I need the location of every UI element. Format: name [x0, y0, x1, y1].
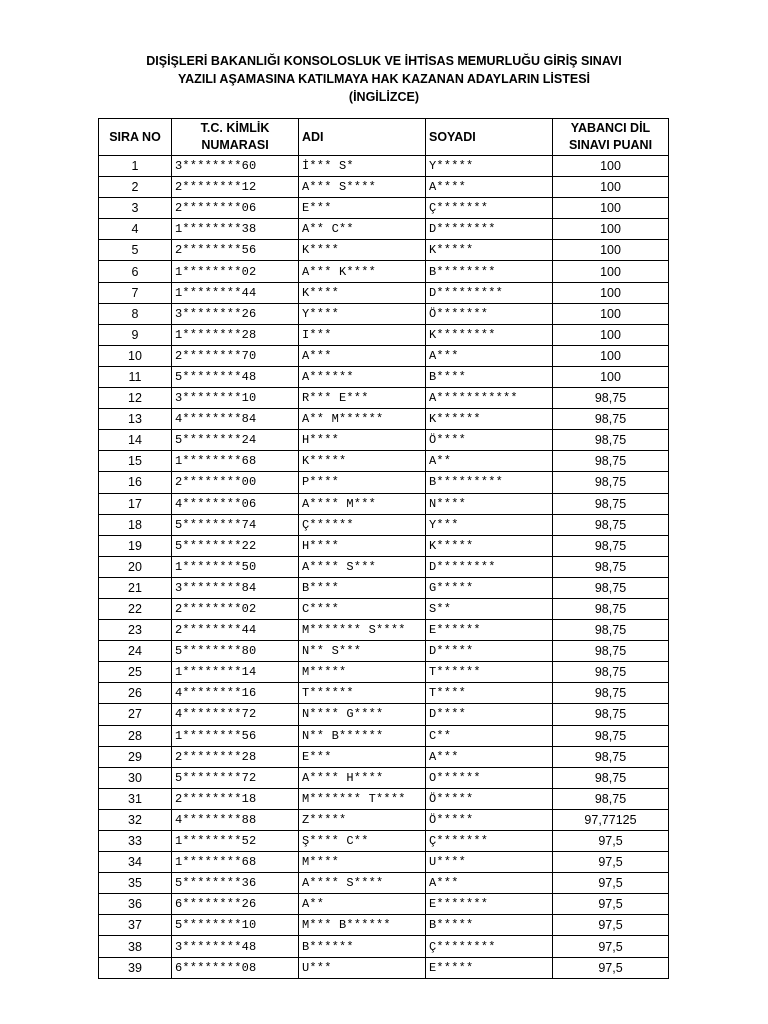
- cell-tc-kimlik: 1********28: [172, 324, 299, 345]
- title-line-2: YAZILI AŞAMASINA KATILMAYA HAK KAZANAN ADAYLARIN LİSTESİ: [177, 72, 591, 86]
- cell-soyadi: Ç*******: [426, 831, 553, 852]
- cell-sira-no: 13: [99, 409, 172, 430]
- cell-tc-kimlik: 5********48: [172, 366, 299, 387]
- title-line-1: DIŞİŞLERİ BAKANLIĞI KONSOLOSLUK VE İHTİSAS MEMURLUĞU GİRİŞ SINAVI: [146, 54, 622, 68]
- table-row: [99, 240, 669, 261]
- cell-soyadi: O******: [426, 767, 553, 788]
- cell-tc-kimlik: 5********10: [172, 915, 299, 936]
- table-row: [99, 535, 669, 556]
- cell-adi: A******: [299, 366, 426, 387]
- cell-adi: A**** S***: [299, 556, 426, 577]
- cell-soyadi: D********: [426, 556, 553, 577]
- cell-adi: H****: [299, 430, 426, 451]
- cell-sira-no: 25: [99, 662, 172, 683]
- table-row: [99, 767, 669, 788]
- cell-tc-kimlik: 5********36: [172, 873, 299, 894]
- cell-soyadi: Ö****: [426, 430, 553, 451]
- cell-sira-no: 10: [99, 345, 172, 366]
- cell-sira-no: 8: [99, 303, 172, 324]
- table-row: [99, 198, 669, 219]
- table-row: [99, 409, 669, 430]
- cell-adi: Ç******: [299, 514, 426, 535]
- cell-tc-kimlik: 5********72: [172, 767, 299, 788]
- table-row: [99, 831, 669, 852]
- cell-sira-no: 1: [99, 156, 172, 177]
- cell-sira-no: 26: [99, 683, 172, 704]
- cell-soyadi: D********: [426, 219, 553, 240]
- cell-adi: A**: [299, 894, 426, 915]
- cell-tc-kimlik: 1********14: [172, 662, 299, 683]
- cell-adi: R*** E***: [299, 388, 426, 409]
- cell-sira-no: 16: [99, 472, 172, 493]
- cell-soyadi: B****: [426, 366, 553, 387]
- cell-soyadi: C**: [426, 725, 553, 746]
- cell-adi: M****: [299, 852, 426, 873]
- table-row: [99, 324, 669, 345]
- cell-tc-kimlik: 4********06: [172, 493, 299, 514]
- cell-adi: Ş**** C**: [299, 831, 426, 852]
- cell-puan: 98,75: [553, 409, 669, 430]
- cell-sira-no: 3: [99, 198, 172, 219]
- cell-soyadi: D*********: [426, 282, 553, 303]
- cell-adi: I***: [299, 324, 426, 345]
- table-row: [99, 472, 669, 493]
- cell-adi: P****: [299, 472, 426, 493]
- cell-tc-kimlik: 3********48: [172, 936, 299, 957]
- header-puan-line-1: YABANCI DİL: [570, 121, 651, 135]
- cell-tc-kimlik: 5********80: [172, 641, 299, 662]
- cell-puan: 97,5: [553, 915, 669, 936]
- cell-sira-no: 21: [99, 577, 172, 598]
- cell-adi: A***: [299, 345, 426, 366]
- cell-soyadi: U****: [426, 852, 553, 873]
- cell-puan: 98,75: [553, 388, 669, 409]
- cell-adi: K****: [299, 282, 426, 303]
- cell-tc-kimlik: 6********26: [172, 894, 299, 915]
- cell-puan: 98,75: [553, 641, 669, 662]
- cell-adi: K*****: [299, 451, 426, 472]
- table-row: [99, 915, 669, 936]
- cell-soyadi: D*****: [426, 641, 553, 662]
- cell-puan: 98,75: [553, 746, 669, 767]
- table-row: [99, 746, 669, 767]
- cell-soyadi: K********: [426, 324, 553, 345]
- table-row: [99, 514, 669, 535]
- cell-sira-no: 32: [99, 809, 172, 830]
- cell-puan: 97,5: [553, 873, 669, 894]
- cell-puan: 98,75: [553, 620, 669, 641]
- cell-sira-no: 4: [99, 219, 172, 240]
- table-row: [99, 451, 669, 472]
- cell-sira-no: 23: [99, 620, 172, 641]
- cell-tc-kimlik: 5********22: [172, 535, 299, 556]
- cell-puan: 98,75: [553, 577, 669, 598]
- cell-adi: M*** B******: [299, 915, 426, 936]
- cell-sira-no: 36: [99, 894, 172, 915]
- cell-soyadi: Ö*******: [426, 303, 553, 324]
- table-row: [99, 493, 669, 514]
- table-row: [99, 598, 669, 619]
- cell-sira-no: 29: [99, 746, 172, 767]
- cell-tc-kimlik: 2********70: [172, 345, 299, 366]
- header-tc-line-1: T.C. KİMLİK: [200, 121, 270, 135]
- cell-puan: 97,5: [553, 831, 669, 852]
- table-row: [99, 177, 669, 198]
- cell-puan: 100: [553, 345, 669, 366]
- cell-adi: N**** G****: [299, 704, 426, 725]
- table-row: [99, 957, 669, 978]
- table-row: [99, 873, 669, 894]
- cell-puan: 98,75: [553, 704, 669, 725]
- cell-sira-no: 17: [99, 493, 172, 514]
- cell-tc-kimlik: 4********72: [172, 704, 299, 725]
- cell-sira-no: 6: [99, 261, 172, 282]
- cell-sira-no: 19: [99, 535, 172, 556]
- table-row: [99, 282, 669, 303]
- cell-tc-kimlik: 6********08: [172, 957, 299, 978]
- cell-adi: A**** M***: [299, 493, 426, 514]
- cell-adi: A**** H****: [299, 767, 426, 788]
- cell-soyadi: B*****: [426, 915, 553, 936]
- cell-soyadi: B*********: [426, 472, 553, 493]
- header-tc-line-2: NUMARASI: [201, 138, 269, 152]
- cell-puan: 100: [553, 240, 669, 261]
- cell-sira-no: 11: [99, 366, 172, 387]
- cell-puan: 98,75: [553, 556, 669, 577]
- header-puan-line-2: SINAVI PUANI: [568, 138, 653, 152]
- cell-soyadi: K******: [426, 409, 553, 430]
- table-row: [99, 388, 669, 409]
- table-row: [99, 219, 669, 240]
- table-row: [99, 556, 669, 577]
- cell-soyadi: E*******: [426, 894, 553, 915]
- cell-puan: 100: [553, 324, 669, 345]
- cell-puan: 97,5: [553, 894, 669, 915]
- cell-adi: H****: [299, 535, 426, 556]
- cell-sira-no: 37: [99, 915, 172, 936]
- cell-sira-no: 22: [99, 598, 172, 619]
- cell-adi: M******* T****: [299, 788, 426, 809]
- cell-puan: 98,75: [553, 514, 669, 535]
- table-row: [99, 662, 669, 683]
- header-soyadi: SOYADI: [426, 119, 553, 156]
- cell-sira-no: 2: [99, 177, 172, 198]
- cell-puan: 100: [553, 198, 669, 219]
- cell-puan: 100: [553, 303, 669, 324]
- cell-tc-kimlik: 5********24: [172, 430, 299, 451]
- cell-puan: 98,75: [553, 788, 669, 809]
- table-row: [99, 430, 669, 451]
- cell-sira-no: 5: [99, 240, 172, 261]
- header-sira-no: SIRA NO: [99, 119, 172, 156]
- cell-tc-kimlik: 1********38: [172, 219, 299, 240]
- table-header-row: [99, 119, 669, 156]
- table-body: [99, 156, 669, 979]
- cell-soyadi: Ç*******: [426, 198, 553, 219]
- cell-soyadi: A***: [426, 746, 553, 767]
- cell-puan: 97,5: [553, 957, 669, 978]
- cell-soyadi: K*****: [426, 535, 553, 556]
- cell-puan: 97,5: [553, 852, 669, 873]
- cell-puan: 98,75: [553, 662, 669, 683]
- cell-soyadi: A****: [426, 177, 553, 198]
- cell-puan: 98,75: [553, 725, 669, 746]
- cell-sira-no: 24: [99, 641, 172, 662]
- document-title: [0, 52, 768, 106]
- table-row: [99, 936, 669, 957]
- cell-puan: 98,75: [553, 430, 669, 451]
- cell-puan: 98,75: [553, 767, 669, 788]
- cell-sira-no: 39: [99, 957, 172, 978]
- table-row: [99, 303, 669, 324]
- cell-puan: 98,75: [553, 451, 669, 472]
- cell-sira-no: 34: [99, 852, 172, 873]
- cell-tc-kimlik: 2********18: [172, 788, 299, 809]
- table-row: [99, 809, 669, 830]
- cell-sira-no: 35: [99, 873, 172, 894]
- cell-adi: B******: [299, 936, 426, 957]
- candidate-table: [98, 118, 669, 979]
- cell-adi: E***: [299, 746, 426, 767]
- cell-adi: A**** S****: [299, 873, 426, 894]
- cell-puan: 100: [553, 177, 669, 198]
- cell-tc-kimlik: 1********02: [172, 261, 299, 282]
- cell-sira-no: 31: [99, 788, 172, 809]
- table-row: [99, 641, 669, 662]
- cell-tc-kimlik: 2********02: [172, 598, 299, 619]
- cell-tc-kimlik: 2********56: [172, 240, 299, 261]
- cell-sira-no: 27: [99, 704, 172, 725]
- cell-puan: 100: [553, 366, 669, 387]
- table-row: [99, 156, 669, 177]
- cell-tc-kimlik: 2********06: [172, 198, 299, 219]
- cell-soyadi: T****: [426, 683, 553, 704]
- cell-tc-kimlik: 1********68: [172, 852, 299, 873]
- cell-sira-no: 15: [99, 451, 172, 472]
- table-row: [99, 345, 669, 366]
- cell-adi: T******: [299, 683, 426, 704]
- cell-sira-no: 18: [99, 514, 172, 535]
- cell-tc-kimlik: 1********68: [172, 451, 299, 472]
- cell-sira-no: 9: [99, 324, 172, 345]
- table-row: [99, 683, 669, 704]
- cell-soyadi: E******: [426, 620, 553, 641]
- cell-tc-kimlik: 3********84: [172, 577, 299, 598]
- cell-puan: 97,5: [553, 936, 669, 957]
- cell-soyadi: E*****: [426, 957, 553, 978]
- cell-adi: M*****: [299, 662, 426, 683]
- cell-tc-kimlik: 3********26: [172, 303, 299, 324]
- cell-tc-kimlik: 1********44: [172, 282, 299, 303]
- cell-adi: A*** S****: [299, 177, 426, 198]
- cell-adi: İ*** S*: [299, 156, 426, 177]
- cell-puan: 100: [553, 261, 669, 282]
- cell-sira-no: 12: [99, 388, 172, 409]
- cell-soyadi: A***: [426, 345, 553, 366]
- cell-soyadi: Y*****: [426, 156, 553, 177]
- cell-sira-no: 28: [99, 725, 172, 746]
- cell-sira-no: 38: [99, 936, 172, 957]
- cell-soyadi: A***: [426, 873, 553, 894]
- cell-soyadi: S**: [426, 598, 553, 619]
- header-puan: [553, 119, 669, 156]
- cell-adi: N** S***: [299, 641, 426, 662]
- cell-tc-kimlik: 4********88: [172, 809, 299, 830]
- cell-soyadi: A**: [426, 451, 553, 472]
- cell-sira-no: 33: [99, 831, 172, 852]
- cell-soyadi: Ç********: [426, 936, 553, 957]
- cell-tc-kimlik: 4********16: [172, 683, 299, 704]
- cell-puan: 100: [553, 156, 669, 177]
- cell-soyadi: G*****: [426, 577, 553, 598]
- cell-puan: 100: [553, 282, 669, 303]
- cell-soyadi: Ö*****: [426, 788, 553, 809]
- cell-tc-kimlik: 5********74: [172, 514, 299, 535]
- table-row: [99, 725, 669, 746]
- cell-soyadi: B********: [426, 261, 553, 282]
- cell-puan: 98,75: [553, 683, 669, 704]
- cell-tc-kimlik: 1********52: [172, 831, 299, 852]
- header-tc-kimlik: [172, 119, 299, 156]
- header-adi: ADI: [299, 119, 426, 156]
- cell-tc-kimlik: 2********28: [172, 746, 299, 767]
- cell-tc-kimlik: 3********60: [172, 156, 299, 177]
- cell-adi: C****: [299, 598, 426, 619]
- table-row: [99, 620, 669, 641]
- cell-puan: 97,77125: [553, 809, 669, 830]
- cell-adi: A** C**: [299, 219, 426, 240]
- cell-adi: U***: [299, 957, 426, 978]
- cell-soyadi: D****: [426, 704, 553, 725]
- cell-adi: E***: [299, 198, 426, 219]
- cell-soyadi: Y***: [426, 514, 553, 535]
- cell-puan: 98,75: [553, 472, 669, 493]
- table-row: [99, 894, 669, 915]
- cell-soyadi: N****: [426, 493, 553, 514]
- cell-soyadi: K*****: [426, 240, 553, 261]
- cell-tc-kimlik: 2********12: [172, 177, 299, 198]
- cell-tc-kimlik: 1********50: [172, 556, 299, 577]
- cell-adi: M******* S****: [299, 620, 426, 641]
- title-line-3: (İNGİLİZCE): [348, 90, 420, 104]
- table-row: [99, 261, 669, 282]
- cell-puan: 98,75: [553, 493, 669, 514]
- cell-tc-kimlik: 1********56: [172, 725, 299, 746]
- cell-soyadi: A***********: [426, 388, 553, 409]
- cell-puan: 98,75: [553, 598, 669, 619]
- cell-puan: 98,75: [553, 535, 669, 556]
- table-row: [99, 852, 669, 873]
- cell-adi: A** M******: [299, 409, 426, 430]
- cell-puan: 100: [553, 219, 669, 240]
- cell-soyadi: Ö*****: [426, 809, 553, 830]
- cell-adi: A*** K****: [299, 261, 426, 282]
- cell-tc-kimlik: 3********10: [172, 388, 299, 409]
- table-row: [99, 704, 669, 725]
- cell-tc-kimlik: 2********00: [172, 472, 299, 493]
- table-row: [99, 788, 669, 809]
- cell-sira-no: 14: [99, 430, 172, 451]
- cell-tc-kimlik: 4********84: [172, 409, 299, 430]
- cell-sira-no: 30: [99, 767, 172, 788]
- cell-tc-kimlik: 2********44: [172, 620, 299, 641]
- table-row: [99, 366, 669, 387]
- cell-adi: K****: [299, 240, 426, 261]
- cell-soyadi: T******: [426, 662, 553, 683]
- cell-adi: Y****: [299, 303, 426, 324]
- cell-adi: N** B******: [299, 725, 426, 746]
- table-row: [99, 577, 669, 598]
- cell-adi: Z*****: [299, 809, 426, 830]
- cell-adi: B****: [299, 577, 426, 598]
- cell-sira-no: 7: [99, 282, 172, 303]
- cell-sira-no: 20: [99, 556, 172, 577]
